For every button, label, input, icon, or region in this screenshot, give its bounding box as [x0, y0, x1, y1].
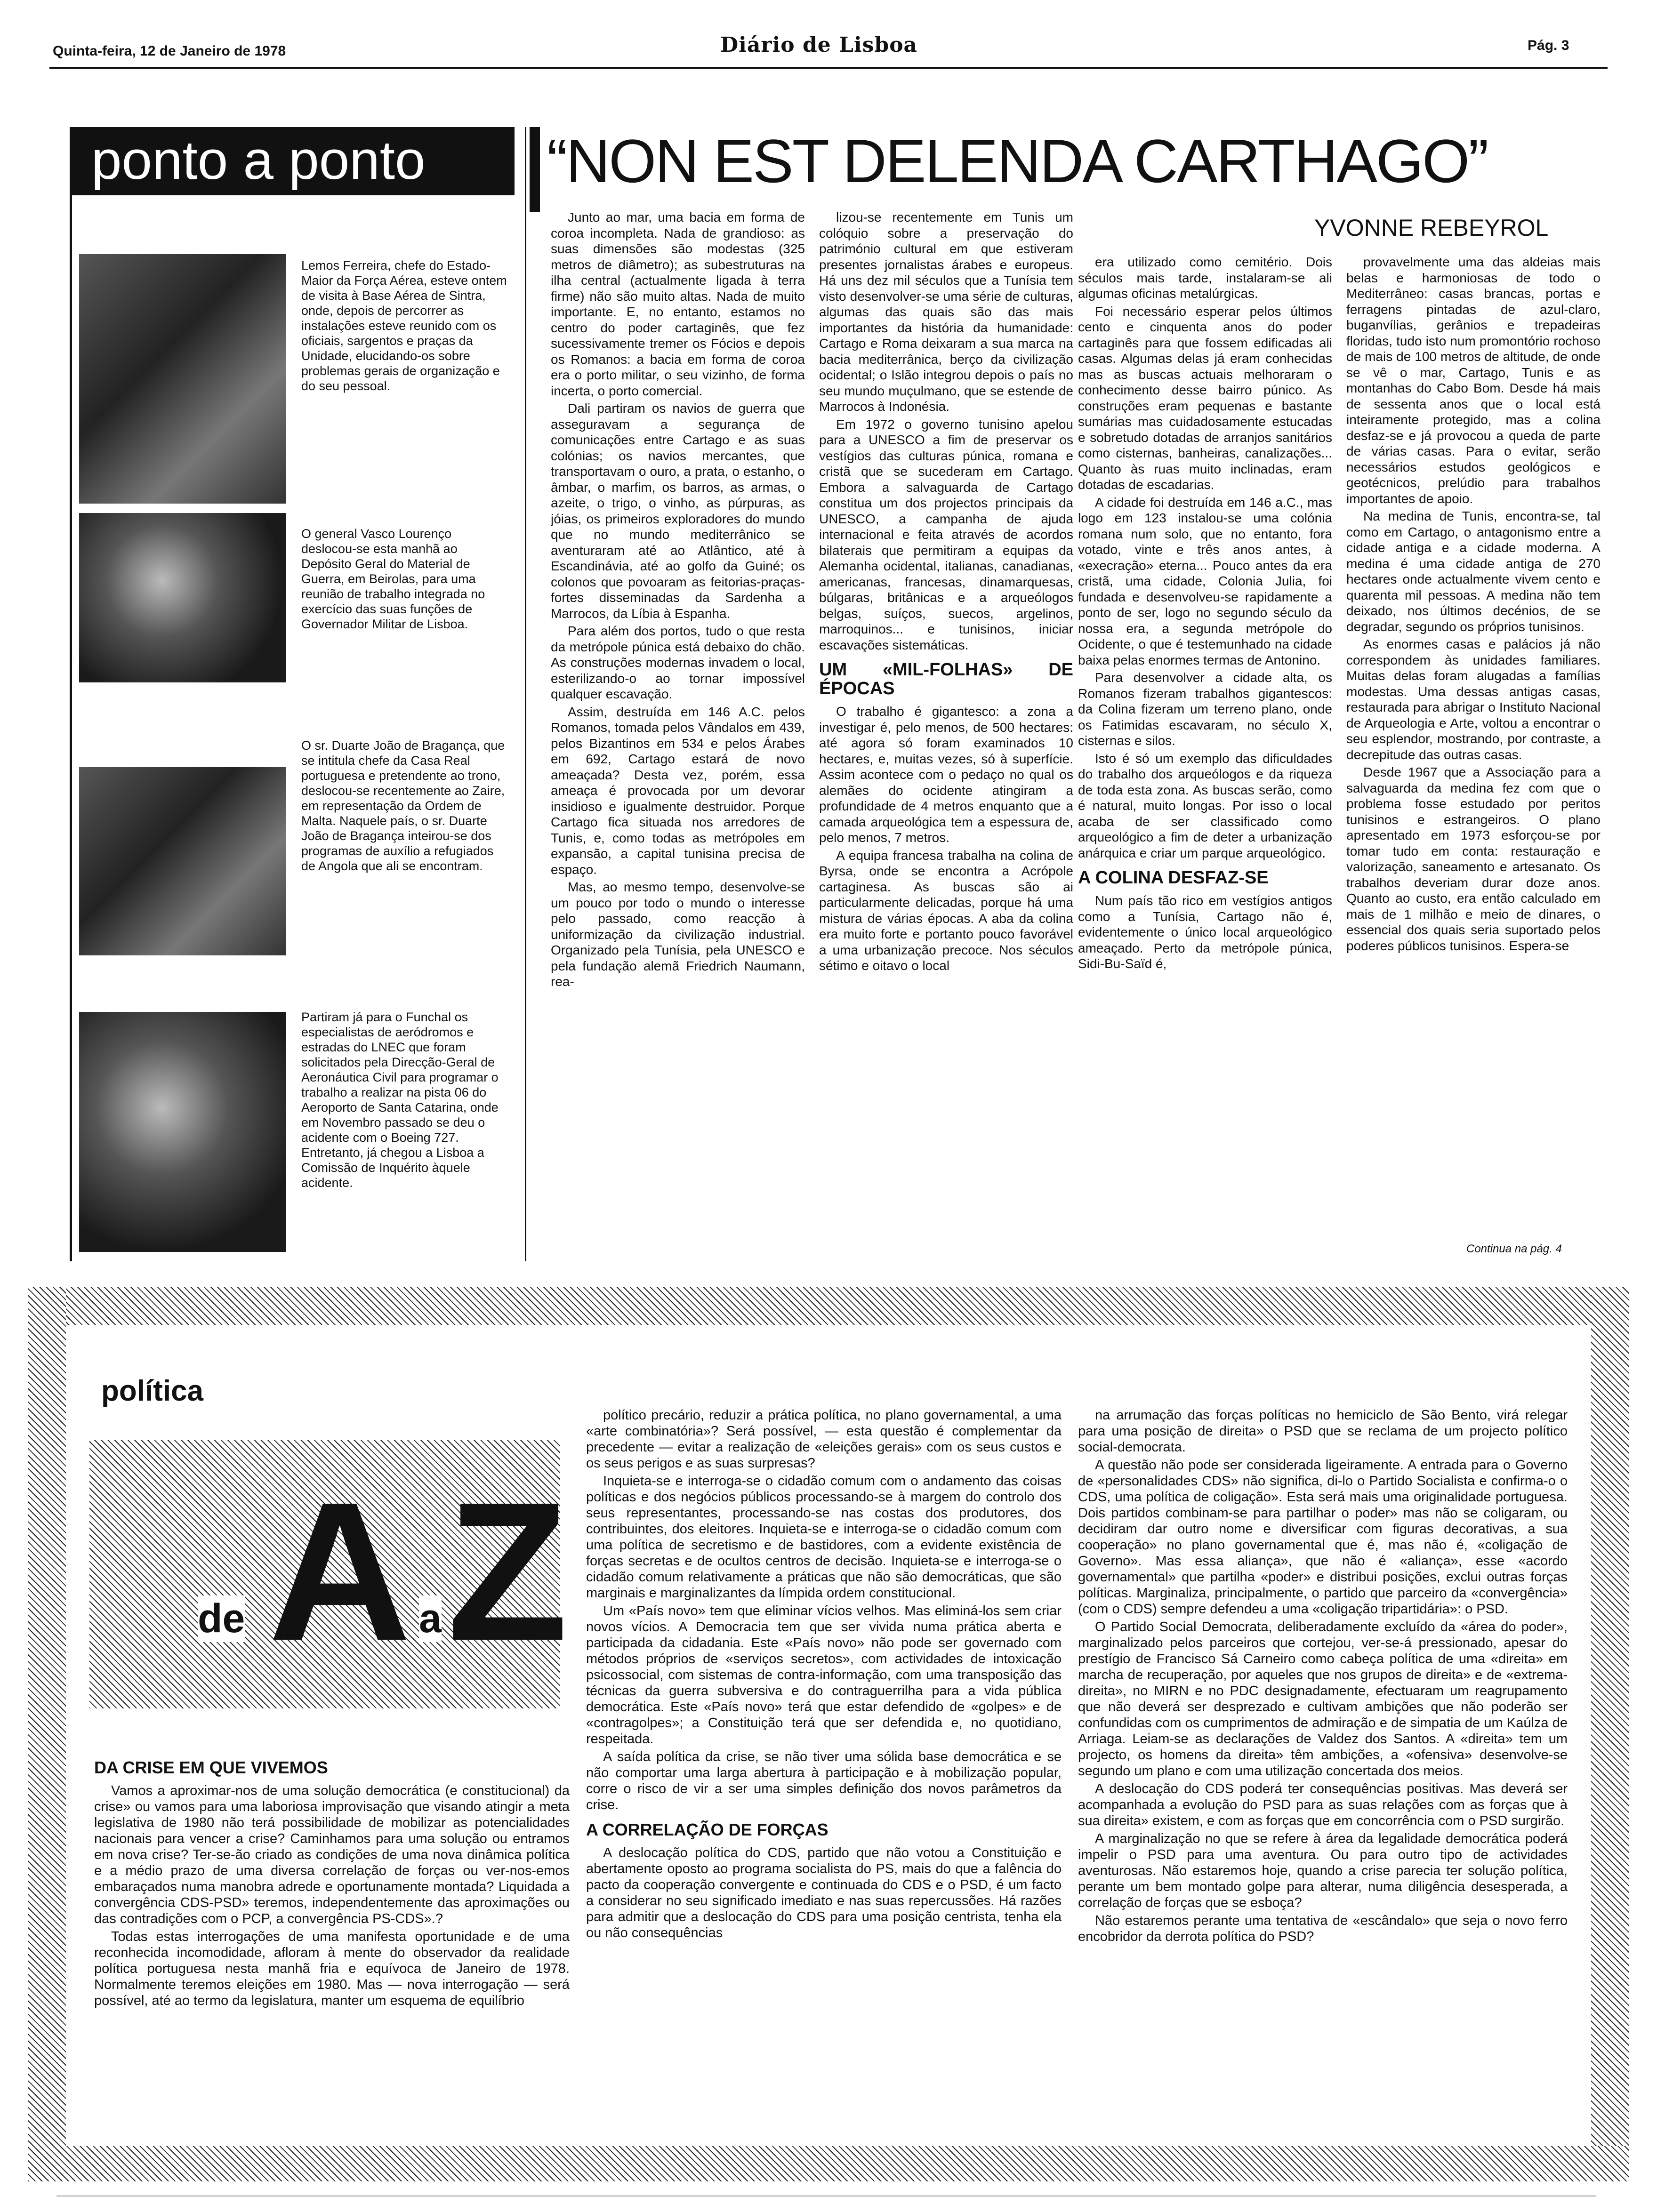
politica-col1-p1: Vamos a aproximar-nos de uma solução democrática (e constitucional) da crise» ou vamos para uma laboriosa improvisação que visando atingir a meta legislativa de 1980 não terá possibilidade de mobilizar as potencialidades nacionais para vencer a crise? Caminhamos para uma solução ou entramos em nova crise? Ter-se-ão criado as condições de uma nova dinâmica política e a médio prazo de uma diversa correlação de forças ou ver-nos-emos embaraçados numa manobra adrede e oportunamente montada? Liquidada a convergência CDS-PSD» teremos, independentemente das aproximações ou das contradições com o PCP, a convergência PS-CDS».? [94, 1783, 570, 1926]
issue-date: Quinta-feira, 12 de Janeiro de 1978 [53, 43, 286, 59]
politica-col3-p5: A marginalização no que se refere à área da legalidade democrática poderá impelir o PSD para uma aventura. Ou para outro tipo de actividades aventurosas. Não estaremos hoje, quando a crise parecia ter solução política, perante um bem montado golpe para alterar, numa diligência desesperada, a correlação de forças que se esboça? [1078, 1831, 1568, 1910]
carthago-col2-p3: O trabalho é gigantesco: a zona a investigar é, pelo menos, de 500 hectares: até agora só foram examinados 10 hectares, e, muitas vezes, só à superfície. Assim acontece com o pedaço no qual os alemães do ocidente atingiram a profundidade de 4 metros enquanto que a camada arqueológica tem a espessura de, pelo menos, 7 metros. [819, 704, 1073, 845]
subhead-colina: A COLINA DESFAZ-SE [1078, 868, 1269, 888]
politica-col2-p1: político precário, reduzir a prática política, no plano governamental, a uma «arte combinatória»? Será possível, — esta questão é complementar da precedente — evitar a realização de «eleições gerais» com os seus custos e os seus perigos e as suas surpresas? [586, 1408, 1062, 1471]
subhead-mil-folhas: UM «MIL-FOLHAS» DE ÉPOCAS [819, 660, 1073, 698]
politica-col3-p3: O Partido Social Democrata, deliberadamente excluído da «área do poder», marginalizado pelos parceiros que cortejou, ver-se-á pressionado, apesar do prestígio de Francisco Sá Carneiro como cabeça política de uma «direita» em marcha de recuperação, por aqueles que nos grupos de direita» e de «extrema-direita», no MIRN e no PDC designadamente, efectuaram um reagrupamento que não deverá ser desprezado e cultivam ambições que não poderão ser confundidas com os cumprimentos de admiração e de simpatia de um Kaúlza de Arriaga. Leiam-se as declarações de Valdez dos Santos. A «direita» tem um projecto, os homens da direita» têm ambições, a «ofensiva» desenvolve-se segundo um plano e com uma utilização concertada dos meios. [1078, 1619, 1568, 1779]
headline-bar [530, 127, 540, 212]
carthago-col2-p1: lizou-se recentemente em Tunis um colóquio sobre a preservação do património cultural em que estiveram presentes jornalistas árabes e europeus. Há uns dez mil séculos que a Tunísia tem visto desenvolver-se uma série de culturas, algumas das quais são das mais importantes da história da humanidade: Cartago e Roma deixaram a sua marca na bacia mediterrânica, berço da civilização ocidental; o Islão integrou depois o país no seu mundo muçulmano, que se estende de Marrocos à Indonésia. [819, 210, 1073, 414]
politica-col1-p2: Todas estas interrogações de uma manifesta oportunidade e de uma reconhecida incomodidade, afloram à mente do observador da realidade política portuguesa nesta manhã fria e equívoca de Janeiro de 1978. Normalmente teremos eleições em 1980. Mas — nova interrogação — será possível, até ao termo da legislatura, manter um esquema de equilíbrio [94, 1929, 570, 2008]
ponto-right-rule [525, 127, 526, 1261]
carthago-col1-p4: Assim, destruída em 146 A.C. pelos Romanos, tomada pelos Vândalos em 439, pelos Bizantinos em 534 e pelos Árabes em 692, Cartago estará de novo ameaçada? Desta vez, porém, essa ameaça é provocada por um devorar insidioso e igualmente destruidor. Porque Cartago fica situada nos arredores de Tunis, e, como todas as metrópoles em expansão, a capital tunisina precisa de espaço. [551, 704, 805, 877]
ponto-item-3: O sr. Duarte João de Bragança, que se intitula chefe da Casa Real portuguesa e pretendente ao trono, deslocou-se recentemente ao Zaire, em representação da Ordem de Malta. Naquele país, o sr. Duarte João de Bragança inteirou-se dos programas de auxílio a refugiados de Angola que ali se encontram. [301, 738, 505, 873]
carthago-col1-p5: Mas, ao mesmo tempo, desenvolve-se um pouco por todo o mundo o interesse pelo passado, como reacção à uniformização da civilização industrial. Organizado pela Tunísia, pela UNESCO e pela fundação alemã Friedrich Naumann, rea- [551, 880, 805, 989]
carthago-col2-p2: Em 1972 o governo tunisino apelou para a UNESCO a fim de preservar os vestígios das culturas púnica, romana e cristã que se sucederam em Cartago. Embora a salvaguarda de Cartago constitua um dos projectos principais da UNESCO, a campanha de ajuda internacional e feita através de acordos bilaterais que permitiram a equipas da Alemanha ocidental, italianas, canadianas, americanas, francesas, dinamarquesas, búlgaras, britânicas e a arqueólogos belgas, suíços, suecos, argelinos, marroquinos... e tunisinos, iniciar escavações sistemáticas. [819, 417, 1073, 652]
logo-letter-de: de [198, 1596, 245, 1641]
politica-col3-p6: Não estaremos perante uma tentativa de «escândalo» que seja o novo ferro encobridor da derrota política do PSD? [1078, 1913, 1568, 1944]
continua-link[interactable]: Continua na pág. 4 [1466, 1242, 1562, 1255]
carthago-col1-p2: Dali partiram os navios de guerra que asseguravam a segurança de comunicações entre Cartago e as suas colónias; os navios mercantes, que transportavam o ouro, a prata, o estanho, o âmbar, o marfim, os barros, as armas, o azeite, o trigo, o vinho, as púrpuras, as jóias, os primeiros exploradores do mundo que no mundo mediterrânico se aventuraram até ao Atlântico, até à Escandinávia, até ao golfo da Guiné; os colonos que povoaram as feitorias-praças-fortes disseminadas da Sardenha a Marrocos, da Líbia à Espanha. [551, 401, 805, 621]
header-rule [49, 67, 1608, 69]
carthago-col3-p1: era utilizado como cemitério. Dois séculos mais tarde, instalaram-se ali algumas oficinas metalúrgicas. [1078, 255, 1332, 301]
carthago-col1-p3: Para além dos portos, tudo o que resta da metrópole púnica está debaixo do chão. As construções modernas invadem o local, esterilizando-o ao tornar impossível qualquer escavação. [551, 624, 805, 701]
carthago-col3-p4: Para desenvolver a cidade alta, os Romanos fizeram trabalhos gigantescos: da Colina fizeram um terreno plano, onde os Fatimidas escavaram, no século X, cisternas e silos. [1078, 670, 1332, 748]
carthago-col4-p2: Na medina de Tunis, encontra-se, tal como em Cartago, o antagonismo entre a cidade antiga e a cidade moderna. A medina é uma cidade antiga de 270 hectares onde actualmente vivem cento e quarenta mil pessoas. A medina não tem deixado, nos últimos decénios, de se degradar, segundo os próprios tunisinos. [1346, 509, 1601, 634]
politica-col-1 [94, 1751, 570, 2137]
carthago-col-3 [1078, 254, 1332, 1264]
ponto-item-2: O general Vasco Lourenço deslocou-se esta manhã ao Depósito Geral do Material de Guerra, em Beirolas, para uma reunião de trabalho integrada no exercício das suas funções de Governador Militar de Lisboa. [301, 527, 485, 631]
carthago-col4-p4: Desde 1967 que a Associação para a salvaguarda da medina fez com que o problema fosse estudado por peritos tunisinos e estrangeiros. O plano apresentado em 1973 esforçou-se por tomar tudo em conta: restauração e valorização, saneamento e artesanato. Os trabalhos deveriam durar doze anos. Quanto ao custo, era então calculado em mais de 1 milhão e meio de dinares, o essencial dos quais seria suportado pelos poderes públicos tunisinos. Espera-se [1346, 765, 1601, 953]
frame-top [28, 1287, 1629, 1325]
carthago-col3-p2: Foi necessário esperar pelos últimos cento e cinquenta anos do poder cartaginês para que fossem edificadas ali casas. Algumas delas já eram conhecidas mas as buscas actuais melhoraram o conhecimento desse bairro púnico. As construções eram pequenas e bastante sumárias mas cuidadosamente estucadas e sobretudo dotadas de arranjos sanitários como cisternas, banheiras, canalizações... Quanto às ruas muito inclinadas, eram dotadas de escadarias. [1078, 304, 1332, 492]
carthago-col4-p3: As enormes casas e palácios já não correspondem às unidades familiares. Muitas delas foram alugadas a famílias modestas. Uma dessas antigas casas, restaurada para abrigar o Instituto Nacional de Arqueologia e Arte, voltou a encontrar o seu esplendor, mostrando, por contraste, a decrepitude das outras casas. [1346, 637, 1601, 762]
ponto-item-1: Lemos Ferreira, chefe do Estado-Maior da Força Aérea, esteve ontem de visita à Base Aérea de Sintra, onde, depois de percorrer as instalações esteve reunido com os oficiais, sargentos e praças da Unidade, elucidando-os sobre problemas gerais de organização e do seu pessoal. [301, 258, 507, 393]
carthago-col1-p1: Junto ao mar, uma bacia em forma de coroa incompleta. Nada de grandioso: as suas dimensões são modestas (325 metros de diâmetro); as subestruturas na ilha central (actualmente ligada à terra firme) não são muito altas. Nada de muito importante. E, no entanto, estamos no centro do poder cartaginês, que fez sucessivamente tremer os Fócios e depois os Romanos: a bacia em forma de coroa era o porto militar, o seu vizinho, de forma incerta, o porto comercial. [551, 210, 805, 398]
frame-bottom [28, 2146, 1629, 2181]
ponto-title: ponto a ponto [91, 129, 426, 191]
carthago-col-2 [819, 209, 1073, 1264]
politica-col2-p5: A deslocação política do CDS, partido que não votou a Constituição e abertamente oposto ao programa socialista do PS, mais do que a falência do pacto da cooperação convergente e continuada do CDS e o PSD, é um facto a considerar no seu significado imediato e nas suas repercussões. Há razões para admitir que a deslocação do CDS para uma posição centrista, tenha ela ou não consequências [586, 1845, 1062, 1940]
carthago-col2-p4: A equipa francesa trabalha na colina de Byrsa, onde se encontra a Acrópole cartaginesa. As buscas são ai particularmente delicadas, porque há uma mistura de várias épocas. A aba da colina era muito forte e portanto pouco favorável a uma urbanização precoce. Nos séculos sétimo e oitavo o local [819, 848, 1073, 973]
politica-col-3 [1078, 1407, 1568, 2141]
carthago-col4-p1: provavelmente uma das aldeias mais belas e harmoniosas de todo o Mediterrâneo: casas brancas, portas e ferragens pintadas de azul-claro, buganvílias, gerânios e trepadeiras floridas, tudo isto num promontório rochoso de mais de 100 metros de altitude, de onde se vê o mar, Cartago, Tunis e as montanhas do Cabo Bom. Desde há mais de sessenta anos que o local está inteiramente protegido, mas a colina desfaz-se e já provocou a queda de parte de várias casas. Para o evitar, serão necessários estudos geológicos e geotécnicos, prelúdio para trabalhos importantes de apoio. [1346, 255, 1601, 506]
carthago-headline: “NON EST DELENDA CARTHAGO” [547, 127, 1488, 195]
politica-col3-p4: A deslocação do CDS poderá ter consequências positivas. Mas deverá ser acompanhada a evolução do PSD para as suas relações com as forças que à sua direita» existem, e com as forças que em concorrência com o PSD surgirão. [1078, 1781, 1568, 1828]
logo-letter-a: A [268, 1461, 411, 1682]
subhead-forcas: A CORRELAÇÃO DE FORÇAS [586, 1820, 828, 1839]
politica-col3-p1: na arrumação das forças políticas no hemiciclo de São Bento, virá relegar para uma posição de direita» o PSD que se reclama de um projecto político social-democrata. [1078, 1408, 1568, 1455]
page-number: Pág. 3 [1528, 38, 1569, 53]
ponto-item-4: Partiram já para o Funchal os especialistas de aeródromos e estradas do LNEC que foram solicitados pela Direcção-Geral de Aeronáutica Civil para programar o trabalho a realizar na pista 06 do Aeroporto de Santa Catarina, onde em Novembro passado se deu o acidente com o Boeing 727. Entretanto, já chegou a Lisboa a Comissão de Inquérito àquele acidente. [301, 1010, 499, 1190]
politica-logo [89, 1440, 568, 1708]
photo-duarte-braganca [79, 767, 286, 955]
politica-col-2 [586, 1407, 1062, 2141]
subhead-crise: DA CRISE EM QUE VIVEMOS [94, 1758, 328, 1777]
politica-col2-p3: Um «País novo» tem que eliminar vícios velhos. Mas eliminá-los sem criar novos vícios. A Democracia tem que ser vivida numa prática aberta e participada da cidadania. Este «País novo» não pode ser governado com métodos próprios de «serviços secretos», com actividades de intoxicação psicossocial, com sistemas de contra-informação, com uma transposição das técnicas da guerra subversiva e do contraguerrilha para a vida pública democrática. Este «País novo» terá que estar defendido de «golpes» e de «contragolpes»; a Constituição terá que ser defendida e, no quotidiano, respeitada. [586, 1603, 1062, 1747]
ponto-title-box [70, 127, 515, 195]
photo-lemos-ferreira [79, 254, 286, 504]
photo-aeroporto [79, 1012, 286, 1252]
logo-letter-z: Z [447, 1461, 568, 1682]
carthago-col-4 [1346, 254, 1601, 1242]
carthago-col3-p3: A cidade foi destruída em 146 a.C., mas logo em 123 instalou-se uma colónia romana num solo, que no entanto, fora votado, vinte e três anos antes, à «execração» eterna... Pouco antes da era cristã, uma cidade, Colonia Julia, foi fundada e desenvolveu-se rapidamente a ponto de ser, logo no segundo século da nossa era, a segunda metrópole do Ocidente, o que é testemunhado na cidade baixa pelas enormes termas de Antonino. [1078, 495, 1332, 667]
frame-left [28, 1287, 66, 2181]
politica-col2-p2: Inquieta-se e interroga-se o cidadão comum com o andamento das coisas políticas e dos negócios públicos processando-se à margem do controlo dos seus representantes, processando-se nas costas dos produtores, dos contribuintes, dos eleitores. Inquieta-se e interroga-se o cidadão comum com uma política de secretismo e de bastidores, com a evidente existência de forças secretas e de ocultos centros de decisão. Inquieta-se e interroga-se o cidadão comum relativamente a práticas que não são democráticas, que são marginais e marginalizantes da límpida ordem constitucional. [586, 1474, 1062, 1601]
photo-vasco-lourenco [79, 513, 286, 682]
carthago-col3-p5: Isto é só um exemplo das dificuldades do trabalho dos arqueólogos e da riqueza de toda esta zona. As buscas serão, como é natural, muito longas. Por isso o local acaba de ser classificado como arqueológico a fim de deter a urbanização anárquica e criar um parque arqueológico. [1078, 751, 1332, 860]
politica-col3-p2: A questão não pode ser considerada ligeiramente. A entrada para o Governo de «personalidades CDS» não significa, di-lo o Partido Socialista e confirma-o o CDS, uma política de coligação». Esta será mais uma originalidade portuguesa. Dois partidos combinam-se para partilhar o poder» mas não se coligaram, ou decidiram dar outro nome e diversificar com figuras decorativas, a sua cooperação» no plano governamental que é, mas não é, «coligação de Governo». Mas essa aliança», que não é «aliança», esse «acordo governamental» que partilha «poder» e distribui posições, exclui outras forças políticas. Marginaliza, principalmente, o partido que parceiro da «convergência» (com o CDS) sempre defendeu a uma «coligação tripartidária»: o PSD. [1078, 1458, 1568, 1617]
carthago-col-1 [551, 209, 805, 1264]
ponto-left-rule [70, 127, 72, 1261]
masthead: Diário de Lisboa [720, 33, 918, 57]
frame-right [1591, 1287, 1629, 2181]
politica-kicker: política [101, 1375, 204, 1407]
logo-letter-mid: a [419, 1596, 442, 1641]
carthago-col3-p6: Num país tão rico em vestígios antigos como a Tunísia, Cartago não é, evidentemente o único local arqueológico ameaçado. Perto da metrópole púnica, Sidi-Bu-Saïd é, [1078, 893, 1332, 971]
politica-col2-p4: A saída política da crise, se não tiver uma sólida base democrática e se não comportar uma larga abertura à participação e à mobilização popular, corre o risco de vir a ser uma simples definição dos novos parâmetros da crise. [586, 1749, 1062, 1812]
carthago-byline: YVONNE REBEYROL [1314, 215, 1549, 241]
